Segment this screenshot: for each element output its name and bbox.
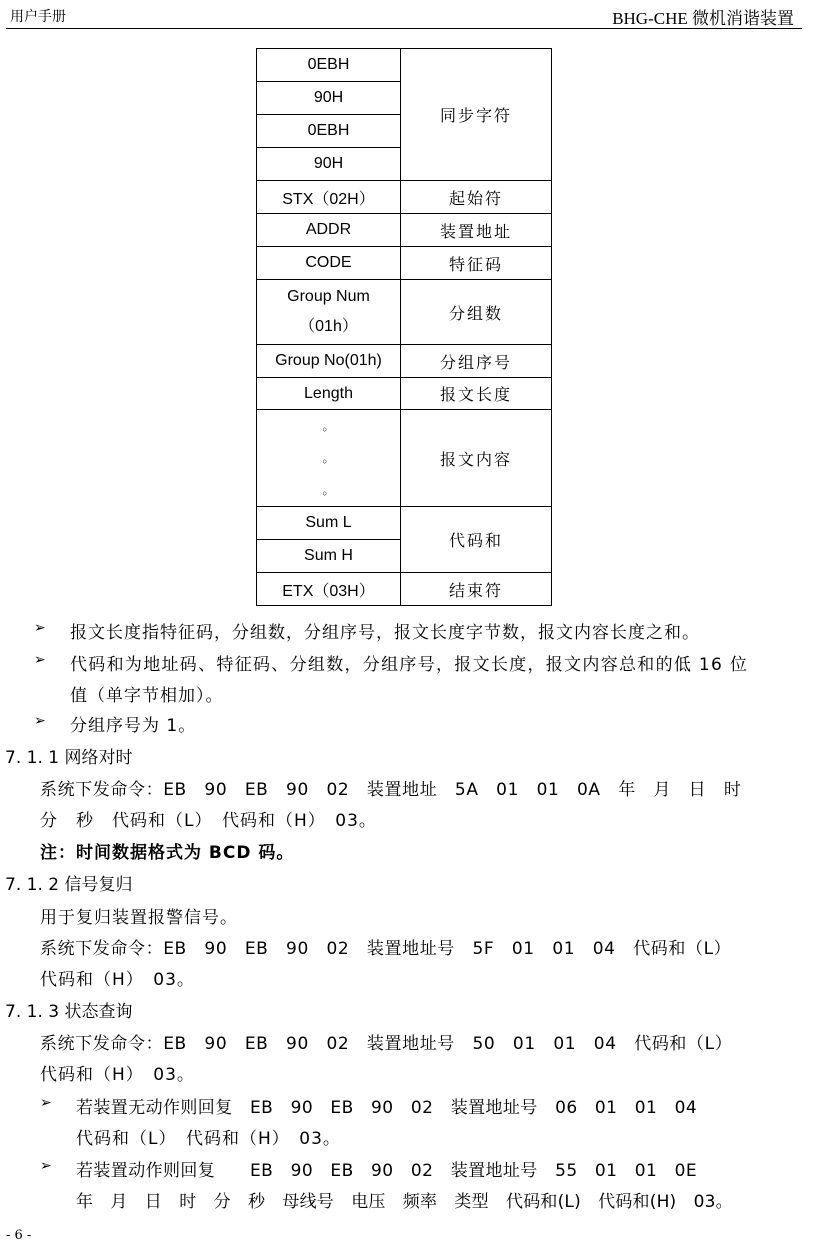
sync-byte-4: 90H — [257, 148, 401, 181]
s712-cmd-line2: 代码和（H） 03。 — [40, 970, 195, 990]
sum-desc: 代码和 — [401, 507, 552, 573]
bullet-icon: ➢ — [34, 713, 46, 729]
s711-note: 注：时间数据格式为 BCD 码。 — [40, 843, 295, 863]
heading-7-1-1: 7. 1. 1 网络对时 — [5, 748, 133, 768]
bullet-icon: ➢ — [34, 652, 46, 668]
s713-cmd-line2: 代码和（H） 03。 — [40, 1065, 195, 1085]
sync-byte-1: 0EBH — [257, 49, 401, 82]
group-num-desc: 分组数 — [401, 280, 552, 345]
etx-cell: ETX（03H） — [257, 573, 401, 606]
note-2-line2: 值（单字节相加）。 — [70, 686, 224, 706]
s713-reply-2-line1: 若装置动作则回复 EB 90 EB 90 02 装置地址号 55 01 01 0E — [76, 1161, 697, 1181]
group-no-desc: 分组序号 — [401, 345, 552, 378]
bullet-icon: ➢ — [40, 1158, 52, 1174]
sync-byte-2: 90H — [257, 82, 401, 115]
heading-7-1-3: 7. 1. 3 状态查询 — [5, 1002, 133, 1022]
s713-reply-1-line2: 代码和（L） 代码和（H） 03。 — [76, 1129, 341, 1149]
content-dot: 。 — [322, 483, 335, 497]
s712-cmd-line1: 系统下发命令：EB 90 EB 90 02 装置地址号 5F 01 01 04 代码和（L） — [40, 939, 732, 959]
frame-table — [256, 48, 552, 606]
s713-reply-2-line2: 年 月 日 时 分 秒 母线号 电压 频率 类型 代码和(L) 代码和(H) 03。 — [76, 1192, 733, 1212]
header-rule — [6, 28, 802, 29]
etx-desc: 结束符 — [401, 573, 552, 606]
code-cell: CODE — [257, 247, 401, 280]
group-num-cell — [257, 280, 401, 345]
addr-cell: ADDR — [257, 214, 401, 247]
sync-byte-3: 0EBH — [257, 115, 401, 148]
group-no-cell: Group No(01h) — [257, 345, 401, 378]
sum-h-cell: Sum H — [257, 540, 401, 573]
header-left: 用户手册 — [10, 9, 66, 25]
addr-desc: 装置地址 — [401, 214, 552, 247]
content-cell — [257, 410, 401, 507]
header-right: BHG-CHE 微机消谐装置 — [612, 9, 794, 28]
note-3: 分组序号为 1。 — [70, 716, 197, 736]
bullet-icon: ➢ — [34, 620, 46, 636]
code-desc: 特征码 — [401, 247, 552, 280]
length-cell: Length — [257, 378, 401, 410]
content-desc: 报文内容 — [401, 410, 552, 507]
s713-cmd-line1: 系统下发命令：EB 90 EB 90 02 装置地址号 50 01 01 04 代码和（L） — [40, 1034, 733, 1054]
heading-7-1-2: 7. 1. 2 信号复归 — [5, 875, 133, 895]
bullet-icon: ➢ — [40, 1095, 52, 1111]
group-num-line2: （01h） — [299, 318, 358, 335]
content-dot: 。 — [322, 451, 335, 465]
s711-cmd-line2: 分 秒 代码和（L） 代码和（H） 03。 — [40, 811, 377, 831]
s712-desc: 用于复归装置报警信号。 — [40, 908, 238, 928]
s713-reply-1-line1: 若装置无动作则回复 EB 90 EB 90 02 装置地址号 06 01 01 04 — [76, 1098, 698, 1118]
sync-desc: 同步字符 — [401, 49, 552, 181]
page-number: - 6 - — [6, 1228, 32, 1243]
group-num-line1: Group Num — [287, 288, 370, 305]
stx-cell: STX（02H） — [257, 181, 401, 214]
note-2-line1: 代码和为地址码、特征码、分组数，分组序号，报文长度，报文内容总和的低 16 位 — [70, 655, 749, 675]
length-desc: 报文长度 — [401, 378, 552, 410]
sum-l-cell: Sum L — [257, 507, 401, 540]
content-dot: 。 — [322, 419, 335, 433]
note-1: 报文长度指特征码，分组数，分组序号，报文长度字节数，报文内容长度之和。 — [70, 623, 700, 643]
s711-cmd-line1: 系统下发命令：EB 90 EB 90 02 装置地址 5A 01 01 0A 年 月 日 时 — [40, 780, 742, 800]
stx-desc: 起始符 — [401, 181, 552, 214]
